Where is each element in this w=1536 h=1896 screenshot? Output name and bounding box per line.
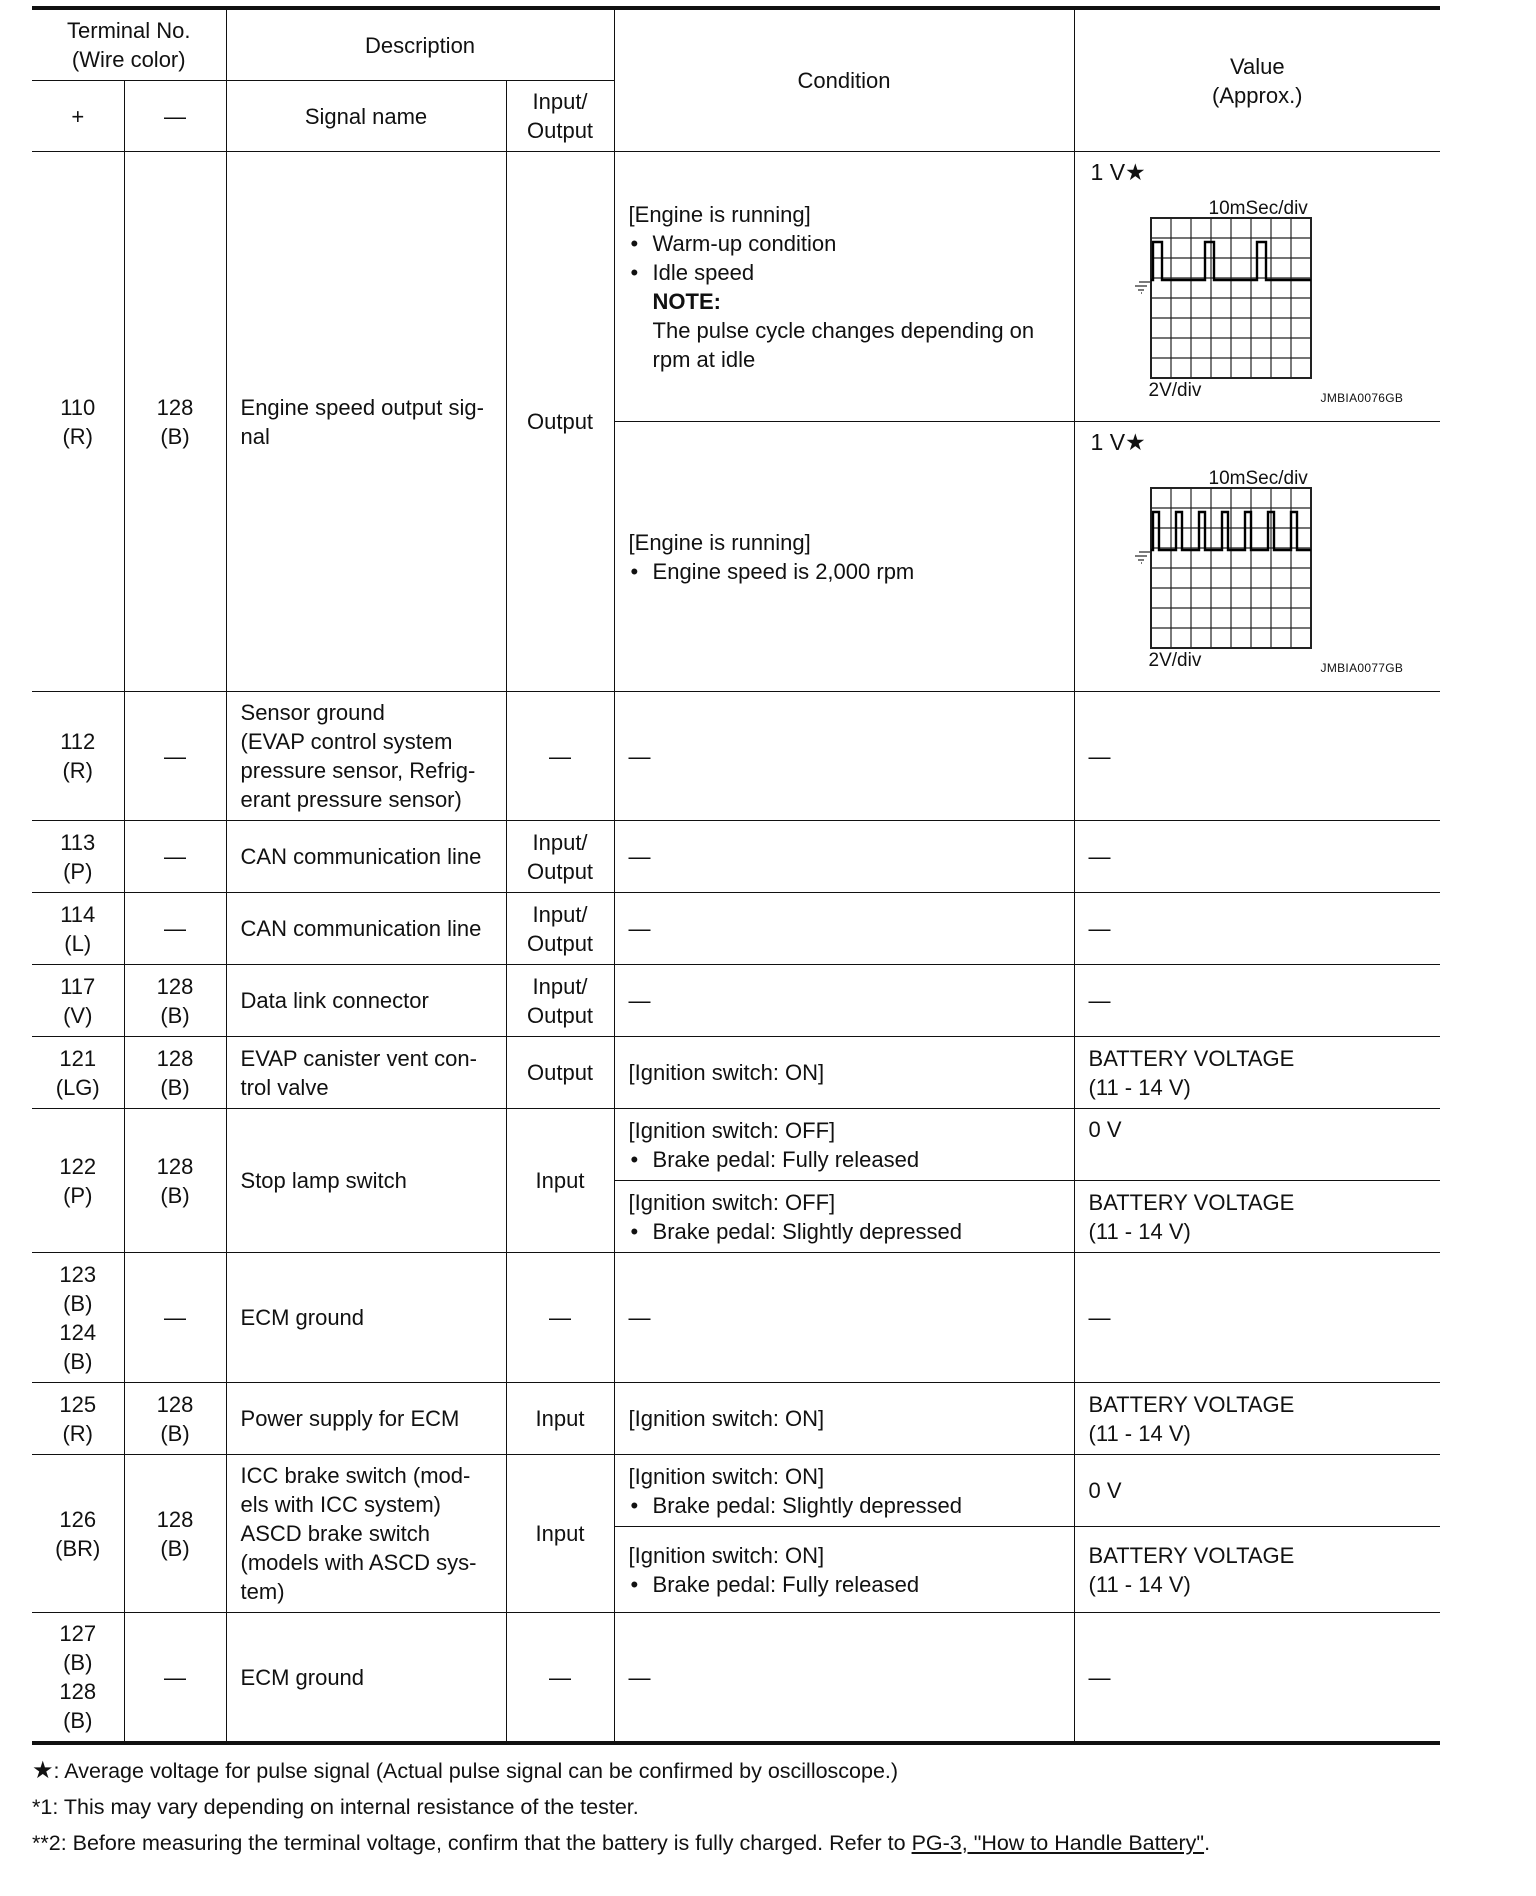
terminal-minus: 128 (B) xyxy=(124,1383,226,1455)
terminal-plus: 112 (R) xyxy=(32,692,124,821)
io-type: Input xyxy=(506,1455,614,1613)
header-signal-name: Signal name xyxy=(226,81,506,152)
terminal-plus: 113 (P) xyxy=(32,821,124,893)
average-voltage: 1 V★ xyxy=(1090,159,1146,185)
header-plus: + xyxy=(32,81,124,152)
terminal-plus: 114 (L) xyxy=(32,893,124,965)
io-type: — xyxy=(506,692,614,821)
terminal-plus: 117 (V) xyxy=(32,965,124,1037)
table-row xyxy=(32,1613,1440,1744)
table-row xyxy=(32,1383,1440,1455)
terminal-minus: — xyxy=(124,692,226,821)
terminal-plus: 125 (R) xyxy=(32,1383,124,1455)
io-type: Input xyxy=(506,1109,614,1253)
value-cell: — xyxy=(1074,893,1440,965)
signal-name: ICC brake switch (mod- els with ICC system) ASCD brake switch (models with ASCD sys- tem) xyxy=(226,1455,506,1613)
signal-name: Power supply for ECM xyxy=(226,1383,506,1455)
timebase-label: 10mSec/div xyxy=(1208,198,1308,219)
table-row xyxy=(32,1109,1440,1181)
condition: — xyxy=(614,1613,1074,1744)
terminal-plus: 110 (R) xyxy=(32,152,124,692)
signal-name: CAN communication line xyxy=(226,893,506,965)
condition-head: [Ignition switch: OFF] xyxy=(628,1189,836,1215)
star-icon: ★ xyxy=(32,1757,54,1784)
io-type: Input/ Output xyxy=(506,965,614,1037)
ground-symbol xyxy=(1135,552,1151,563)
condition-bullet: • Brake pedal: Slightly depressed xyxy=(629,1491,1060,1520)
condition xyxy=(614,1527,1074,1613)
footnotes xyxy=(32,1753,1440,1861)
value-cell: BATTERY VOLTAGE (11 - 14 V) xyxy=(1074,1181,1440,1253)
terminal-plus: 121 (LG) xyxy=(32,1037,124,1109)
signal-name: Engine speed output sig- nal xyxy=(226,152,506,692)
oscilloscope-waveform xyxy=(1089,156,1439,406)
header-minus: — xyxy=(124,81,226,152)
table-row xyxy=(32,1253,1440,1383)
footnote-1: *1: This may vary depending on internal resistance of the tester. xyxy=(32,1795,639,1819)
header-description: Description xyxy=(226,8,614,81)
terminal-minus: — xyxy=(124,821,226,893)
condition-bullet: • Engine speed is 2,000 rpm xyxy=(629,557,1060,586)
header-io: Input/ Output xyxy=(506,81,614,152)
condition-bullet: • Warm-up condition xyxy=(629,229,1060,258)
timebase-label: 10mSec/div xyxy=(1208,468,1308,489)
io-type: Output xyxy=(506,152,614,692)
terminal-minus: — xyxy=(124,1613,226,1744)
footnote-star: ★: Average voltage for pulse signal (Actual pulse signal can be confirmed by oscilloscope.) xyxy=(32,1757,899,1784)
ecm-terminal-table xyxy=(32,6,1440,1745)
note-text: The pulse cycle changes depending on rpm at idle xyxy=(652,317,1035,372)
table-row xyxy=(32,152,1440,422)
io-type: Input/ Output xyxy=(506,821,614,893)
value-cell: — xyxy=(1074,821,1440,893)
value-cell: — xyxy=(1074,1613,1440,1744)
value-cell: BATTERY VOLTAGE (11 - 14 V) xyxy=(1074,1383,1440,1455)
condition-bullet: • Idle speed xyxy=(629,258,1060,287)
condition-head: [Engine is running] xyxy=(628,201,811,227)
terminal-plus: 123 (B) 124 (B) xyxy=(32,1253,124,1383)
condition: [Ignition switch: ON] xyxy=(614,1383,1074,1455)
terminal-minus: — xyxy=(124,1253,226,1383)
table-row xyxy=(32,1037,1440,1109)
oscilloscope-waveform xyxy=(1089,426,1439,676)
terminal-minus: 128 (B) xyxy=(124,1455,226,1613)
table-row xyxy=(32,893,1440,965)
waveform-grid xyxy=(1089,426,1439,676)
condition-bullet: • Brake pedal: Fully released xyxy=(629,1145,1060,1174)
header-condition: Condition xyxy=(614,8,1074,152)
terminal-plus: 127 (B) 128 (B) xyxy=(32,1613,124,1744)
condition xyxy=(614,1109,1074,1181)
terminal-minus: 128 (B) xyxy=(124,1037,226,1109)
table-row xyxy=(32,965,1440,1037)
io-type: — xyxy=(506,1253,614,1383)
condition-head: [Engine is running] xyxy=(628,529,811,555)
table-row xyxy=(32,821,1440,893)
grid-lines xyxy=(1151,218,1311,378)
condition xyxy=(614,422,1074,692)
value-cell: — xyxy=(1074,692,1440,821)
value-cell: BATTERY VOLTAGE (11 - 14 V) xyxy=(1074,1527,1440,1613)
pg3-battery-link[interactable]: PG-3, "How to Handle Battery" xyxy=(911,1831,1205,1855)
footnote-2: **2: Before measuring the terminal voltage, confirm that the battery is fully charged. Refer to PG-3, "How to Handle Battery". xyxy=(32,1831,1211,1855)
condition: — xyxy=(614,893,1074,965)
condition xyxy=(614,1455,1074,1527)
value-cell xyxy=(1074,422,1440,692)
terminal-minus: 128 (B) xyxy=(124,965,226,1037)
volt-div-label: 2V/div xyxy=(1148,650,1202,671)
condition-head: [Ignition switch: ON] xyxy=(628,1463,825,1489)
io-type: Input/ Output xyxy=(506,893,614,965)
signal-name: ECM ground xyxy=(226,1613,506,1744)
figure-code: JMBIA0076GB xyxy=(1320,391,1404,405)
condition xyxy=(614,152,1074,422)
condition: — xyxy=(614,821,1074,893)
terminal-plus: 126 (BR) xyxy=(32,1455,124,1613)
ground-symbol xyxy=(1135,282,1151,293)
signal-name: ECM ground xyxy=(226,1253,506,1383)
signal-name: EVAP canister vent con- trol valve xyxy=(226,1037,506,1109)
document xyxy=(32,6,1440,1861)
condition-bullet: • Brake pedal: Fully released xyxy=(629,1570,1060,1599)
waveform-grid xyxy=(1089,156,1439,406)
condition: — xyxy=(614,692,1074,821)
note-heading: NOTE: xyxy=(652,288,721,314)
io-type: — xyxy=(506,1613,614,1744)
condition: — xyxy=(614,1253,1074,1383)
signal-name: Stop lamp switch xyxy=(226,1109,506,1253)
value-cell: — xyxy=(1074,1253,1440,1383)
io-type: Output xyxy=(506,1037,614,1109)
average-voltage: 1 V★ xyxy=(1090,429,1146,455)
condition: [Ignition switch: ON] xyxy=(614,1037,1074,1109)
terminal-minus: 128 (B) xyxy=(124,1109,226,1253)
condition-bullet: • Brake pedal: Slightly depressed xyxy=(629,1217,1060,1246)
signal-name: Sensor ground (EVAP control system pressure sensor, Refrig- erant pressure sensor) xyxy=(226,692,506,821)
value-cell: 0 V xyxy=(1074,1455,1440,1527)
value-cell xyxy=(1074,152,1440,422)
signal-name: Data link connector xyxy=(226,965,506,1037)
terminal-minus: — xyxy=(124,893,226,965)
table-row xyxy=(32,1455,1440,1527)
io-type: Input xyxy=(506,1383,614,1455)
condition-head: [Ignition switch: OFF] xyxy=(628,1117,836,1143)
value-cell: BATTERY VOLTAGE (11 - 14 V) xyxy=(1074,1037,1440,1109)
value-cell: — xyxy=(1074,965,1440,1037)
volt-div-label: 2V/div xyxy=(1148,380,1202,401)
value-cell: 0 V xyxy=(1074,1109,1440,1181)
header-value: Value (Approx.) xyxy=(1074,8,1440,152)
figure-code: JMBIA0077GB xyxy=(1320,661,1404,675)
condition: — xyxy=(614,965,1074,1037)
header-terminal: Terminal No. (Wire color) xyxy=(32,8,226,81)
terminal-plus: 122 (P) xyxy=(32,1109,124,1253)
condition xyxy=(614,1181,1074,1253)
condition-head: [Ignition switch: ON] xyxy=(628,1542,825,1568)
signal-name: CAN communication line xyxy=(226,821,506,893)
table-row xyxy=(32,692,1440,821)
terminal-minus: 128 (B) xyxy=(124,152,226,692)
